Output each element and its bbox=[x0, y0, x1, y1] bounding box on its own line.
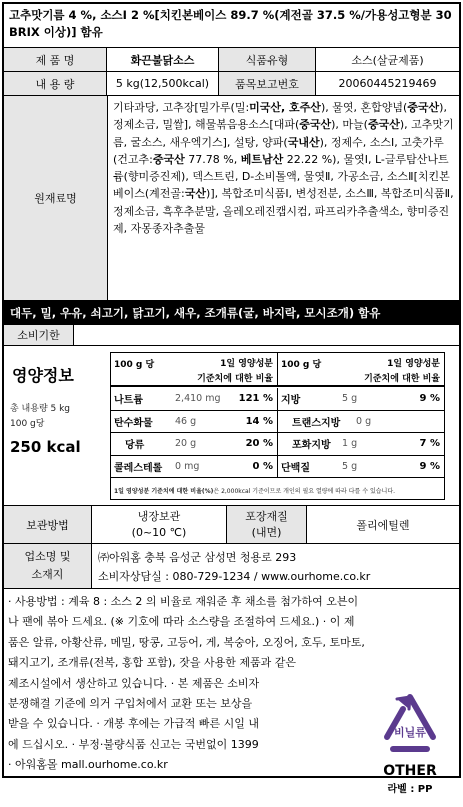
food-type-label: 식품유형 bbox=[219, 48, 316, 71]
daily-header-right: 1일 영양성분 bbox=[387, 359, 440, 369]
recycle-other: OTHER bbox=[383, 763, 437, 779]
nutrition-footnote bbox=[111, 482, 444, 499]
food-label bbox=[2, 2, 461, 795]
nutrient-value: 0 g bbox=[356, 415, 372, 427]
nutrient-percent: 9 % bbox=[419, 393, 440, 405]
nutrient-row bbox=[278, 456, 444, 479]
storage-method-line2: (0~10 ℃) bbox=[131, 525, 187, 539]
footnote-text: 은 2,000kcal 기준이므로 개인의 필요 열량에 따라 다를 수 있습니다. bbox=[213, 488, 396, 495]
daily-header-right-2: 기준치에 대한 비율 bbox=[364, 374, 440, 384]
nutrient-value: 1 g bbox=[342, 438, 358, 450]
package-label bbox=[227, 506, 307, 543]
nutrient-name: 나트륨 bbox=[114, 395, 143, 407]
nutrient-row bbox=[111, 456, 278, 479]
recycle-mark bbox=[379, 691, 441, 807]
storage-label: 보관방법 bbox=[4, 506, 92, 543]
nutrient-name: 지방 bbox=[281, 395, 301, 407]
nutrient-name: 당류 bbox=[125, 440, 145, 452]
notes-section bbox=[4, 589, 459, 795]
nutrient-value: 2,410 mg bbox=[175, 393, 221, 405]
package-material: 폴리에틸렌 bbox=[356, 518, 410, 532]
company-label bbox=[4, 544, 92, 588]
recycle-inner-text: 비닐류 bbox=[394, 726, 426, 739]
nutrient-percent: 20 % bbox=[245, 438, 273, 450]
notes-line: 돼지고기, 조개류(전복, 홍합 포함), 잣을 사용한 제품과 같은 bbox=[8, 656, 296, 670]
notes-line: · 사용방법 : 계육 8 : 소스 2 의 비율로 재워준 후 채소를 첨가하여 오븐이 bbox=[8, 595, 359, 608]
nutrient-name: 단백질 bbox=[281, 462, 310, 474]
notes-line: 제조시설에서 생산하고 있습니다. · 본 제품은 소비자 bbox=[8, 676, 260, 690]
product-name-label: 제 품 명 bbox=[4, 48, 107, 71]
nutrient-percent: 7 % bbox=[419, 438, 440, 450]
nutrient-name: 트랜스지방 bbox=[292, 417, 341, 429]
nutrient-name: 탄수화물 bbox=[114, 417, 153, 429]
nutrient-percent: 121 % bbox=[238, 393, 273, 405]
notes-line: 나 팬에 볶아 드세요. (※ 기호에 따라 소스량을 조절하여 드세요.) · 이 제 bbox=[8, 615, 355, 629]
nutrient-value: 0 mg bbox=[175, 460, 200, 472]
nutrition-header-right bbox=[278, 353, 444, 387]
footnote-bold: 1일 영양성분 기준치에 대한 비율(%) bbox=[114, 488, 214, 495]
recycle-label-material: 라벨 : PP bbox=[387, 784, 433, 795]
daily-header-left: 1일 영양성분 bbox=[220, 359, 273, 369]
nutrition-title: 영양정보 bbox=[12, 366, 74, 385]
storage-row bbox=[4, 506, 459, 544]
serving-basis: 100 g당 bbox=[10, 419, 45, 429]
capacity-row bbox=[4, 72, 459, 96]
nutrient-value: 20 g bbox=[175, 438, 197, 450]
product-name: 화끈불닭소스 bbox=[107, 48, 219, 71]
calories: 250 kcal bbox=[10, 438, 81, 456]
nutrient-name: 콜레스테롤 bbox=[114, 462, 163, 474]
nutrient-row bbox=[111, 433, 278, 456]
expiry-value bbox=[74, 325, 459, 345]
report-no-label: 품목보고번호 bbox=[219, 72, 316, 95]
notes-line: 분쟁해결 기준에 의거 구입처에서 교환 또는 보상을 bbox=[8, 697, 253, 711]
nutrient-row bbox=[111, 411, 278, 434]
expiry-label: 소비기한 bbox=[4, 325, 74, 345]
product-headline: 고추맛기름 4 %, 소스Ⅰ 2 %[치킨본베이스 89.7 %(계전골 37.5 %/가용성고형분 30 BRIX 이상)] 함유 bbox=[4, 4, 459, 48]
nutrient-row bbox=[278, 411, 444, 434]
capacity-label: 내 용 량 bbox=[4, 72, 107, 95]
notes-line: 품은 알류, 아황산류, 메밀, 땅콩, 고등어, 게, 복숭아, 오징어, 호두, 토마토, bbox=[8, 635, 365, 649]
report-no: 20060445219469 bbox=[338, 77, 437, 90]
per-header-right: 100 g 당 bbox=[281, 360, 322, 370]
storage-method bbox=[92, 506, 227, 543]
notes-line: 에 드십시오. · 부정·불량식품 신고는 국번없이 1399 bbox=[8, 737, 259, 751]
product-name-row bbox=[4, 48, 459, 72]
company-row bbox=[4, 544, 459, 589]
capacity-value: 5 kg(12,500kcal) bbox=[107, 72, 219, 95]
recycle-icon bbox=[379, 691, 441, 759]
food-type: 소스(살균제품) bbox=[351, 53, 424, 67]
nutrient-row bbox=[278, 433, 444, 456]
company-contact: 소비자상담실 : 080-729-1234 / www.ourhome.co.kr bbox=[98, 570, 371, 583]
nutrient-row bbox=[278, 388, 444, 411]
total-weight: 총 내용량 5 kg bbox=[10, 404, 71, 414]
notes-line: · 아워홈몰 mall.ourhome.co.kr bbox=[8, 758, 168, 772]
company-info bbox=[98, 548, 370, 586]
allergen-banner: 대두, 밀, 우유, 쇠고기, 닭고기, 새우, 조개류(굴, 바지락, 모시조개) 함유 bbox=[4, 301, 459, 325]
expiry-row bbox=[4, 325, 459, 346]
company-label-line2: 소재지 bbox=[31, 568, 64, 581]
nutrient-percent: 14 % bbox=[245, 415, 273, 427]
nutrient-percent: 0 % bbox=[252, 460, 273, 472]
nutrient-row bbox=[111, 388, 278, 411]
package-label-text: 포장재질 bbox=[245, 509, 288, 523]
nutrition-header-left bbox=[111, 353, 278, 387]
nutrition-table bbox=[110, 352, 445, 500]
ingredients-row bbox=[4, 96, 459, 301]
package-label-sub: (내면) bbox=[251, 525, 282, 539]
nutrient-percent: 9 % bbox=[419, 460, 440, 472]
ingredients-text: 기타과당, 고추장[밀가루(밀:미국산, 호주산), 물엿, 혼합양념(중국산), 정제소금, 밀쌀], 해물볶음용소스[대파(중국산), 마늘(중국산), 고추맛기름, 굴소스, 새우엑기스], 설탕, 양파(국내산), 정제수, 소스Ⅰ, 고춧가루(건고추:중국산 77.78 %, 베트남산 22.22 %), 물엿Ⅰ, L-글루탐산나트륨(향미증진제), 덱스트린, D-소비톨액, 물엿Ⅱ, 가공소금, 소스Ⅱ[치킨본베이스(계전골:국산)], 복합조미식품Ⅰ, 변성전분, 소스Ⅲ, 복합조미식품Ⅱ, 정제소금, 흑후추분말, 올레오레진캡시컴, 파프리카추출색소, 향미증진제, 자몽종자추출물 bbox=[113, 101, 454, 236]
nutrient-value: 46 g bbox=[175, 415, 197, 427]
nutrient-value: 5 g bbox=[342, 460, 358, 472]
per-header-left: 100 g 당 bbox=[114, 360, 155, 370]
notes-line: 받을 수 있습니다. · 개봉 후에는 가급적 빠른 시일 내 bbox=[8, 717, 259, 731]
company-address: ㈜아워홈 충북 음성군 삼성면 청용로 293 bbox=[98, 551, 297, 564]
nutrient-value: 5 g bbox=[342, 393, 358, 405]
nutrient-name: 포화지방 bbox=[292, 440, 331, 452]
company-label-line1: 업소명 및 bbox=[24, 550, 71, 563]
ingredients-label: 원재료명 bbox=[4, 96, 108, 300]
storage-method-line1: 냉장보관 bbox=[137, 509, 181, 523]
nutrition-section bbox=[4, 346, 459, 506]
daily-header-left-2: 기준치에 대한 비율 bbox=[197, 374, 273, 384]
